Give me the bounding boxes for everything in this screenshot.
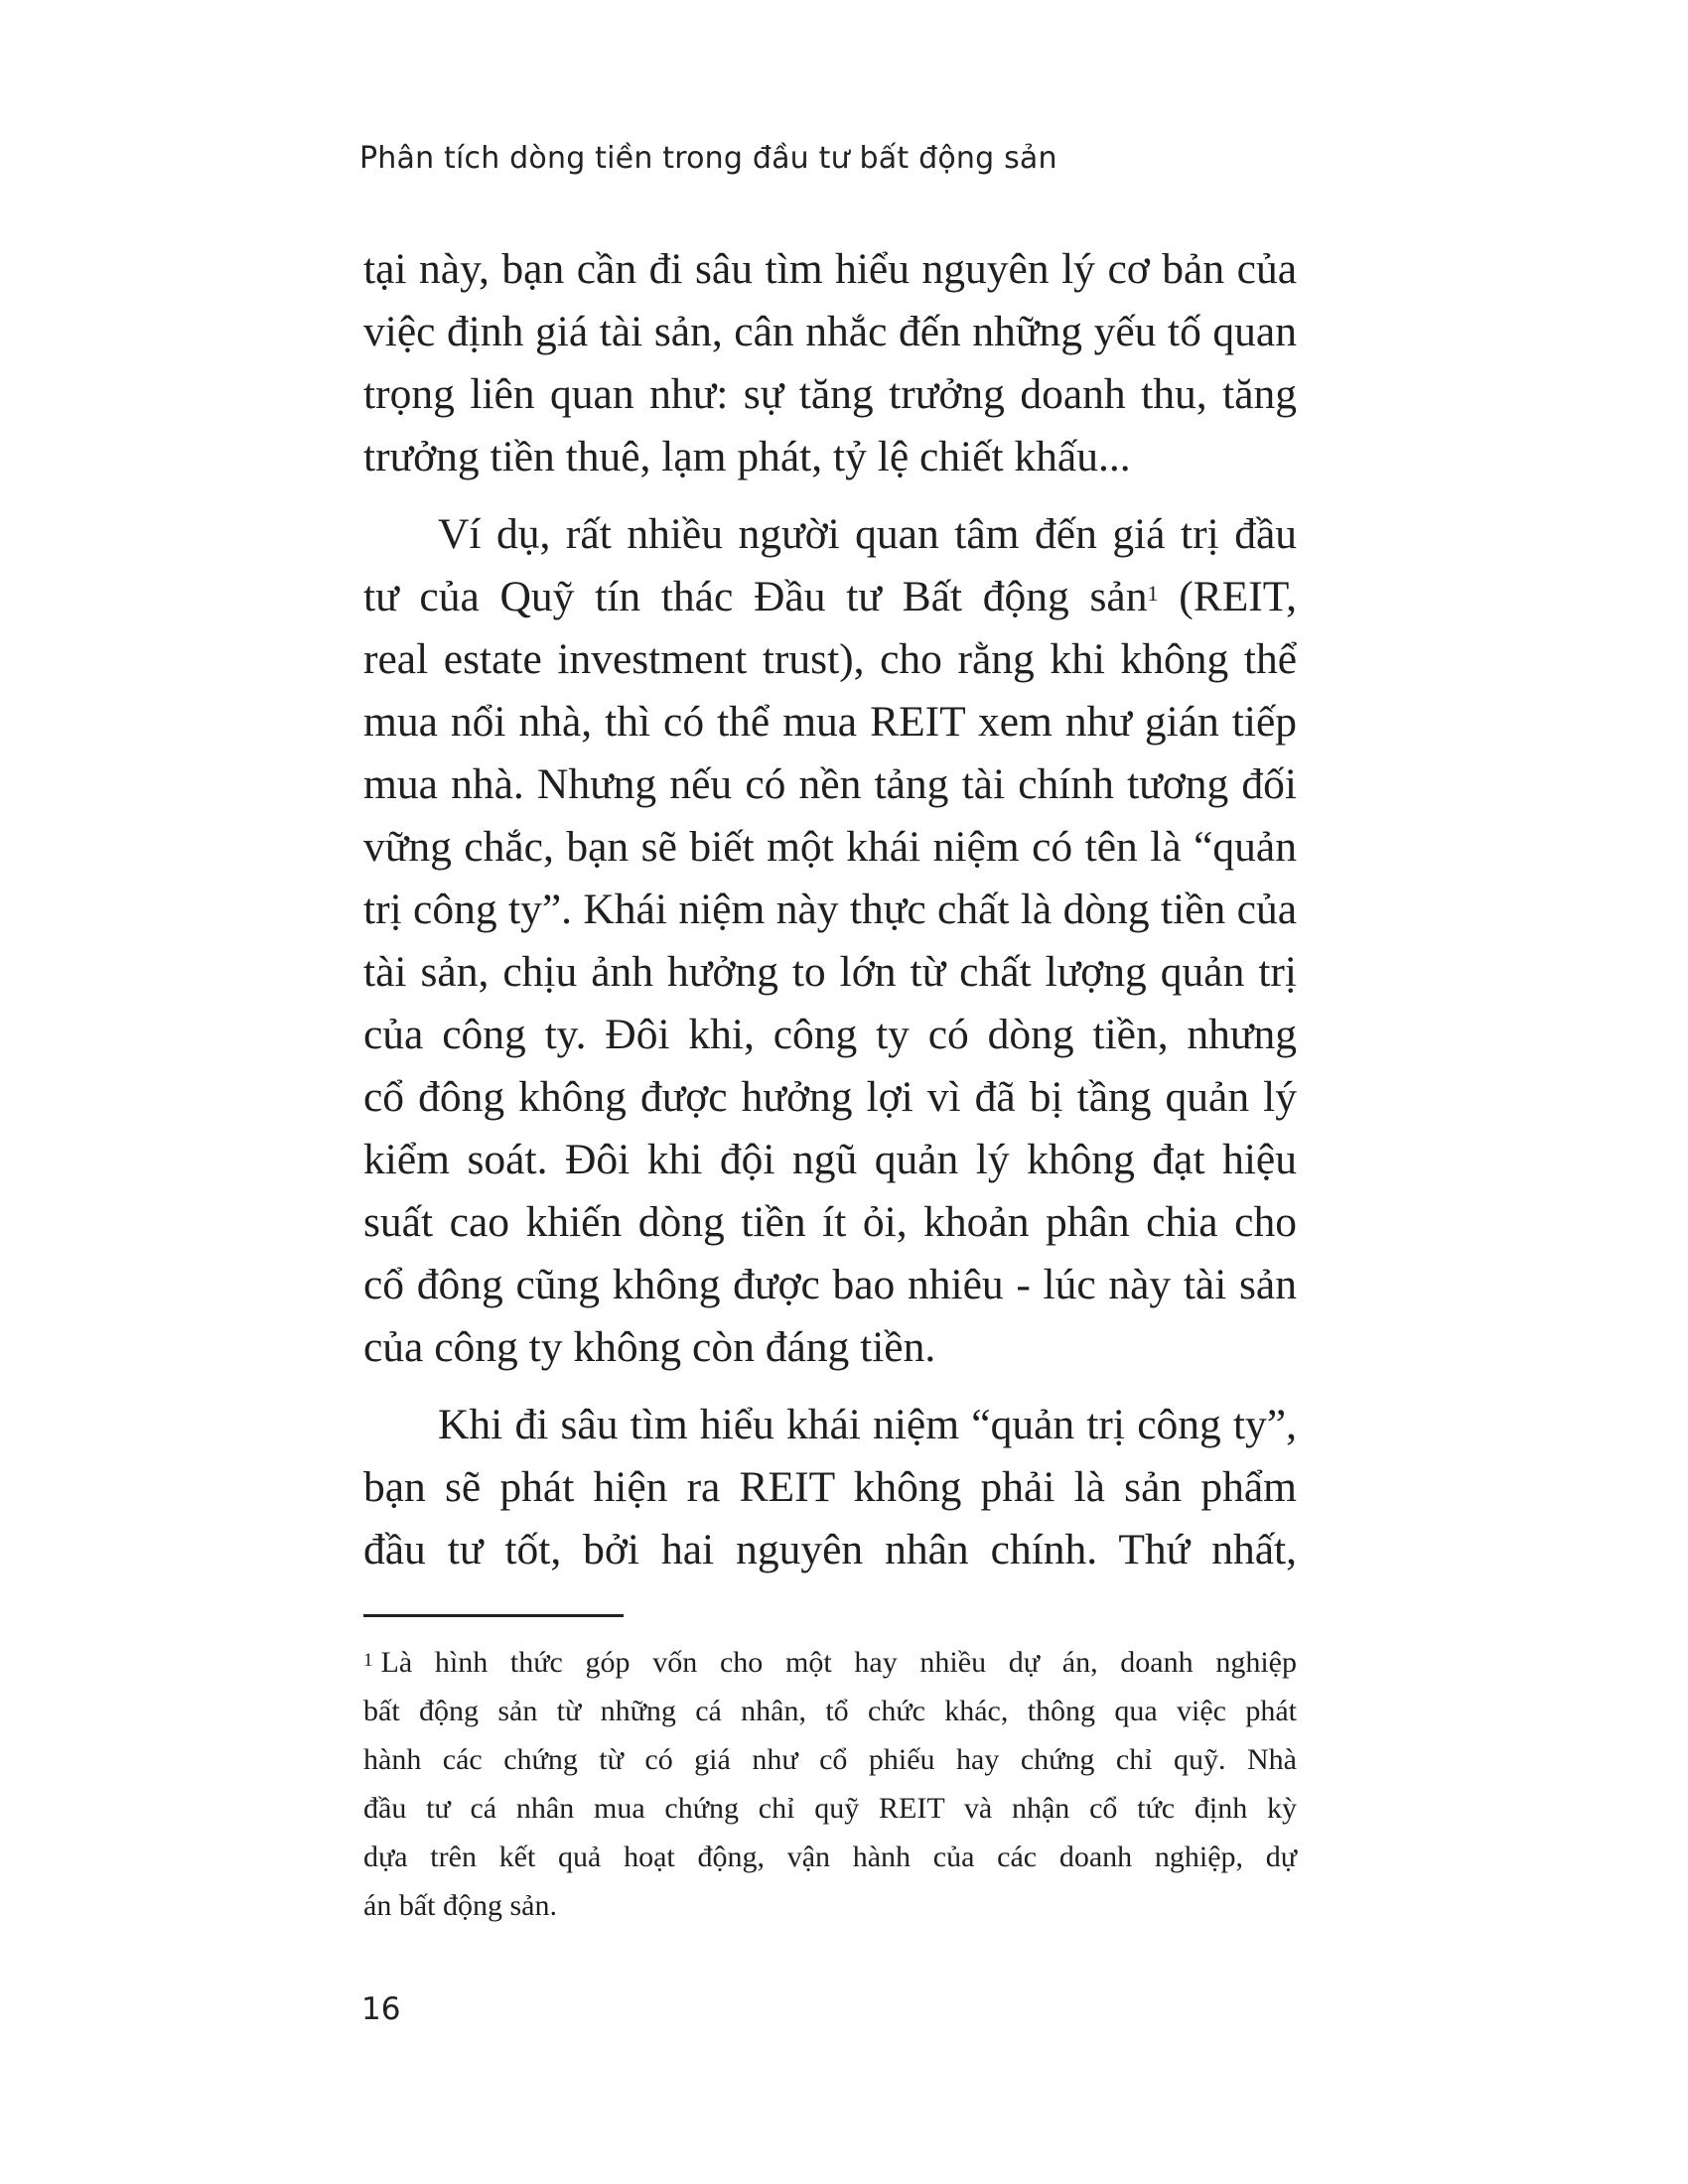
footnote-marker: 1 <box>363 1650 373 1671</box>
text-line: của công ty. Đôi khi, công ty có dòng tiền, nhưng <box>363 1011 1297 1058</box>
text-line: kiểm soát. Đôi khi đội ngũ quản lý không đạt hiệu <box>363 1136 1297 1183</box>
text-line: tại này, bạn cần đi sâu tìm hiểu nguyên lý cơ bản của <box>363 245 1297 293</box>
footnote-line: đầu tư cá nhân mua chứng chỉ quỹ REIT và nhận cổ tức định kỳ <box>363 1792 1297 1825</box>
text-line: vững chắc, bạn sẽ biết một khái niệm có tên là “quản <box>363 823 1297 871</box>
text-line: trị công ty”. Khái niệm này thực chất là dòng tiền của <box>363 886 1297 933</box>
footnote-line: án bất động sản. <box>363 1889 557 1922</box>
footnote <box>363 1638 1297 1930</box>
text-segment: (REIT, <box>1158 573 1297 620</box>
footnote-divider <box>363 1614 624 1617</box>
text-line <box>363 566 1297 628</box>
text-line: mua nhà. Nhưng nếu có nền tảng tài chính tương đối <box>363 760 1297 808</box>
paragraph-1 <box>363 238 1297 488</box>
text-line: cổ đông cũng không được bao nhiêu - lúc này tài sản <box>363 1261 1297 1308</box>
text-line: tài sản, chịu ảnh hưởng to lớn từ chất lượng quản trị <box>363 948 1297 996</box>
text-line: trưởng tiền thuê, lạm phát, tỷ lệ chiết khấu... <box>363 433 1131 480</box>
paragraph-3 <box>363 1394 1297 1581</box>
text-line: Ví dụ, rất nhiều người quan tâm đến giá trị đầu <box>438 510 1297 558</box>
footnote-line: hành các chứng từ có giá như cổ phiếu hay chứng chỉ quỹ. Nhà <box>363 1743 1297 1776</box>
text-line: trọng liên quan như: sự tăng trưởng doanh thu, tăng <box>363 370 1297 418</box>
footnote-line <box>363 1638 1297 1687</box>
text-segment: Là hình thức góp vốn cho một hay nhiều dự án, doanh nghiệp <box>380 1646 1297 1679</box>
paragraph-2 <box>363 503 1297 1379</box>
text-line: cổ đông không được hưởng lợi vì đã bị tầng quản lý <box>363 1073 1297 1121</box>
footnote-line: bất động sản từ những cá nhân, tổ chức khác, thông qua việc phát <box>363 1695 1297 1727</box>
text-line: việc định giá tài sản, cân nhắc đến những yếu tố quan <box>363 308 1297 355</box>
text-line: Khi đi sâu tìm hiểu khái niệm “quản trị công ty”, <box>438 1401 1297 1448</box>
footnote-line: dựa trên kết quả hoạt động, vận hành của các doanh nghiệp, dự <box>363 1841 1297 1873</box>
body-text <box>363 238 1297 1596</box>
footnote-reference: 1 <box>1147 581 1159 606</box>
text-line: của công ty không còn đáng tiền. <box>363 1323 936 1371</box>
text-line: mua nổi nhà, thì có thể mua REIT xem như gián tiếp <box>363 698 1297 746</box>
page-number: 16 <box>361 1991 401 2027</box>
text-line: đầu tư tốt, bởi hai nguyên nhân chính. Thứ nhất, <box>363 1526 1297 1573</box>
text-line: real estate investment trust), cho rằng khi không thể <box>363 635 1297 683</box>
text-segment: tư của Quỹ tín thác Đầu tư Bất động sản <box>363 573 1148 620</box>
running-header: Phân tích dòng tiền trong đầu tư bất động sản <box>359 141 1057 176</box>
text-line: bạn sẽ phát hiện ra REIT không phải là sản phẩm <box>363 1463 1297 1511</box>
text-line: suất cao khiến dòng tiền ít ỏi, khoản phân chia cho <box>363 1198 1297 1246</box>
